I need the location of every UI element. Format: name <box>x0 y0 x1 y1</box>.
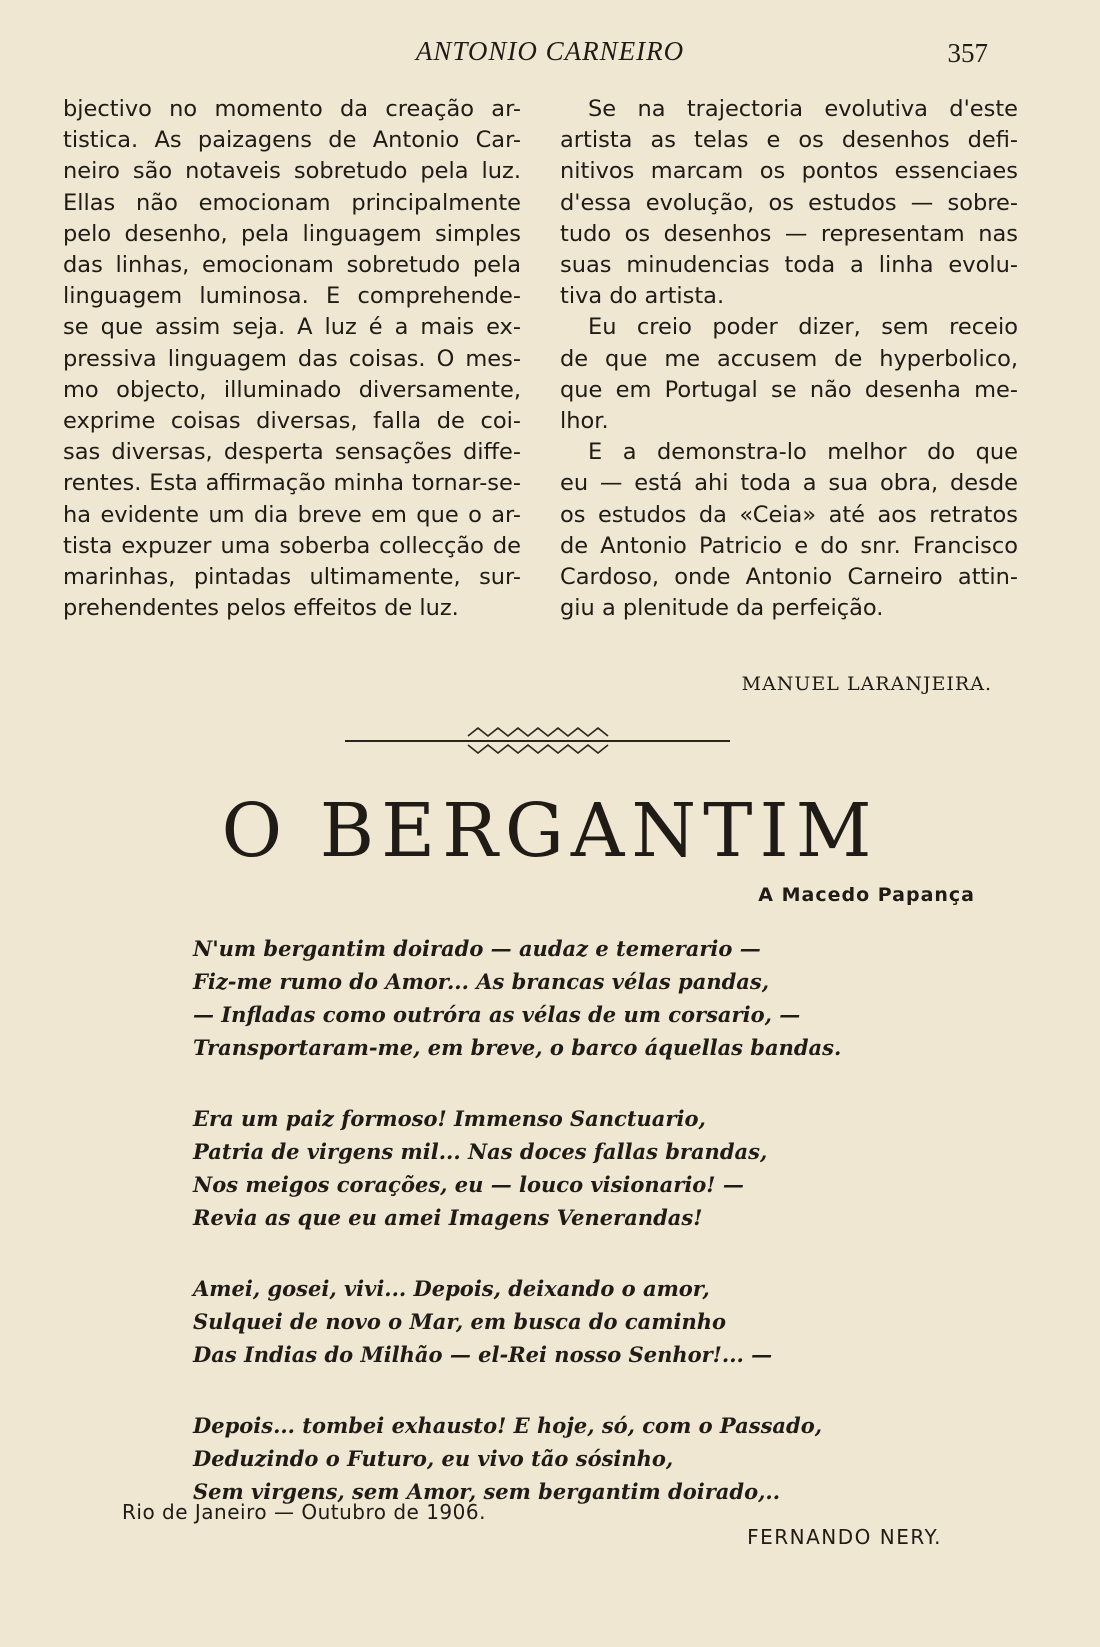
text-line: bjectivo no momento da creação ar- <box>63 96 521 122</box>
text-line: mo objecto, illuminado diversamente, <box>63 376 521 403</box>
verse-line: Das Indias do Milhão — el-Rei nosso Senhor!... — <box>193 1342 773 1367</box>
verse-line: Era um paiz formoso! Immenso Sanctuario, <box>193 1106 706 1131</box>
text-line: lhor. <box>560 408 609 435</box>
stanza <box>193 1272 913 1371</box>
paragraph <box>560 437 1018 624</box>
verse-line: Deduzindo o Futuro, eu vivo tão sósinho, <box>193 1446 674 1471</box>
left-column <box>63 94 521 624</box>
poem-title: O BERGANTIM <box>221 788 879 874</box>
verse-line: Revia as que eu amei Imagens Venerandas! <box>193 1205 703 1230</box>
text-line: linguagem luminosa. E comprehende- <box>63 283 521 310</box>
text-line: se que assim seja. A luz é a mais ex- <box>63 314 521 341</box>
text-line: rentes. Esta affirmação minha tornar-se- <box>63 470 521 497</box>
text-line: Ellas não emocionam principalmente <box>63 189 521 216</box>
text-line: d'essa evolução, os estudos — sobre- <box>560 189 1018 216</box>
text-line: artista as telas e os desenhos defi- <box>560 127 1018 154</box>
text-line: giu a plenitude da perfeição. <box>560 595 884 622</box>
verse-line: Amei, gosei, vivi... Depois, deixando o amor, <box>193 1276 710 1301</box>
text-line: tista expuzer uma soberba collecção de <box>63 532 521 559</box>
text-line: das linhas, emocionam sobretudo pela <box>63 252 521 279</box>
text-line: suas minudencias toda a linha evolu- <box>560 252 1018 279</box>
place-date: Rio de Janeiro — Outubro de 1906. <box>122 1500 486 1524</box>
section-divider <box>345 740 730 742</box>
verse-line: Nos meigos corações, eu — louco visionario! — <box>193 1172 744 1197</box>
text-line: que em Portugal se não desenha me- <box>560 376 1018 403</box>
text-line: pressiva linguagem das coisas. O mes- <box>63 345 521 372</box>
verse-line: Fiz-me rumo do Amor... As brancas vélas pandas, <box>193 969 770 994</box>
verse-line: Sulquei de novo o Mar, em busca do caminho <box>193 1309 726 1334</box>
verse-line: — Infladas como outróra as vélas de um corsario, — <box>193 1002 801 1027</box>
poet-signature: FERNANDO NERY. <box>747 1525 942 1549</box>
text-line: Cardoso, onde Antonio Carneiro attin- <box>560 564 1018 591</box>
right-column <box>560 94 1018 624</box>
running-head: ANTONIO CARNEIRO <box>415 36 685 66</box>
text-line: de Antonio Patricio e do snr. Francisco <box>560 532 1018 559</box>
paragraph <box>560 312 1018 437</box>
text-line: ha evidente um dia breve em que o ar- <box>63 501 521 528</box>
text-line: sas diversas, desperta sensações diffe- <box>63 439 521 466</box>
text-line: Se na trajectoria evolutiva d'este <box>588 96 1018 122</box>
poem <box>193 932 913 1546</box>
text-line: prehendentes pelos effeitos de luz. <box>63 595 459 622</box>
verse-line: Sem virgens, sem Amor, sem bergantim doirado,.. <box>193 1479 781 1504</box>
text-line: de que me accusem de hyperbolico, <box>560 345 1018 372</box>
text-line: E a demonstra-lo melhor do que <box>588 439 1018 466</box>
ornament-bottom <box>0 743 1100 759</box>
text-line: tiva do artista. <box>560 283 725 310</box>
dedication: A Macedo Papança <box>758 884 975 906</box>
verse-line: Transportaram-me, em breve, o barco áquellas bandas. <box>193 1035 842 1060</box>
text-line: Eu creio poder dizer, sem receio <box>588 314 1018 341</box>
article-signature: MANUEL LARANJEIRA. <box>741 673 992 695</box>
text-line: neiro são notaveis sobretudo pela luz. <box>63 158 521 185</box>
text-line: exprime coisas diversas, falla de coi- <box>63 408 521 435</box>
verse-line: N'um bergantim doirado — audaz e temerario — <box>193 936 761 961</box>
text-line: tistica. As paizagens de Antonio Car- <box>63 127 521 154</box>
text-line: nitivos marcam os pontos essenciaes <box>560 158 1018 185</box>
page-number: 357 <box>947 38 988 68</box>
text-line: pelo desenho, pela linguagem simples <box>63 220 521 247</box>
verse-line: Patria de virgens mil... Nas doces fallas brandas, <box>193 1139 768 1164</box>
ornament-top <box>0 722 1100 738</box>
text-line: eu — está ahi toda a sua obra, desde <box>560 470 1018 497</box>
verse-line: Depois... tombei exhausto! E hoje, só, com o Passado, <box>193 1413 823 1438</box>
paragraph <box>560 94 1018 312</box>
stanza <box>193 1409 913 1508</box>
stanza <box>193 1102 913 1234</box>
text-line: os estudos da «Ceia» até aos retratos <box>560 501 1018 528</box>
stanza <box>193 932 913 1064</box>
text-line: marinhas, pintadas ultimamente, sur- <box>63 564 521 591</box>
text-line: tudo os desenhos — representam nas <box>560 220 1018 247</box>
